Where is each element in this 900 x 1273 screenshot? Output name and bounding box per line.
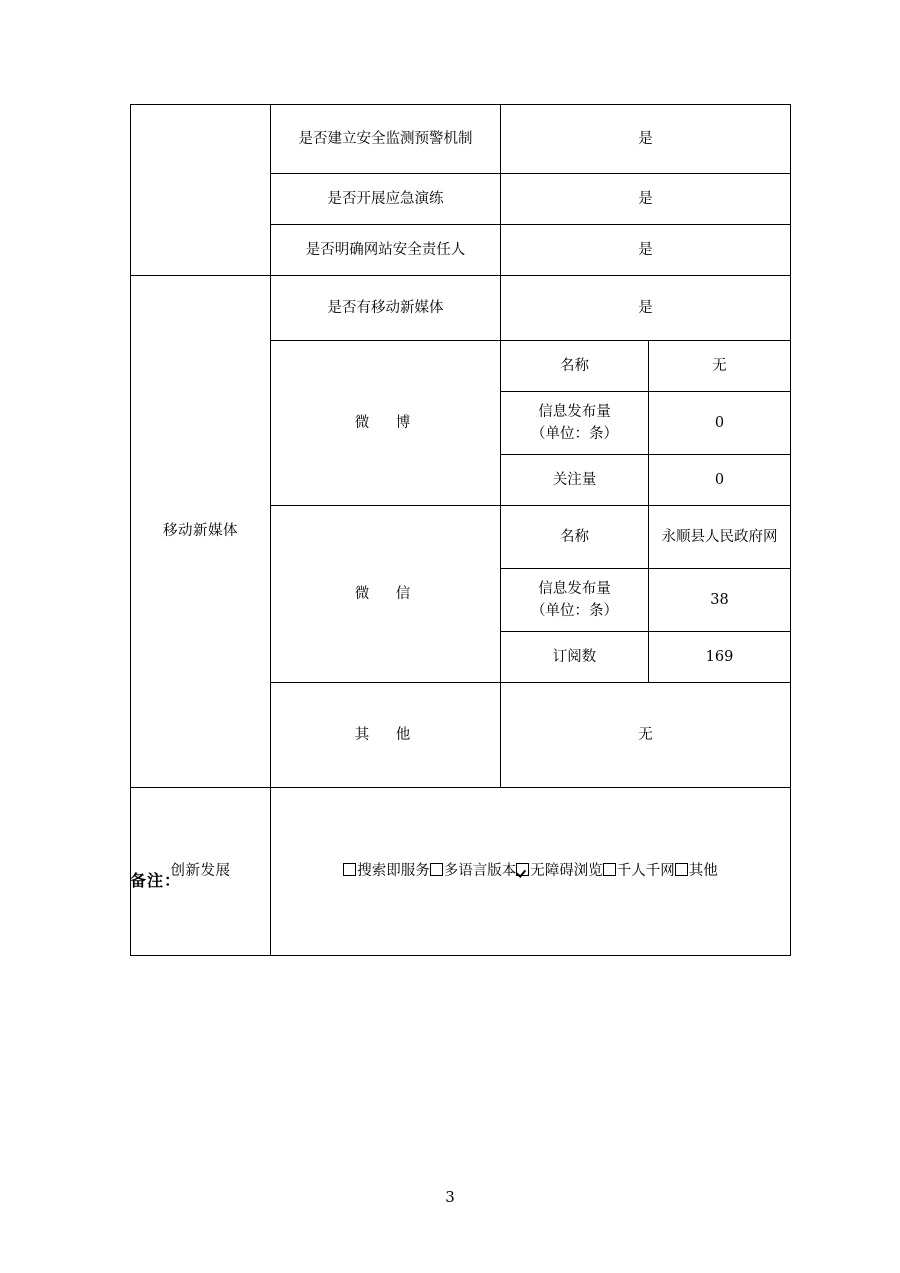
checkbox-icon[interactable] [603, 863, 616, 876]
weibo-label: 微 博 [271, 341, 501, 506]
security-row-value: 是 [501, 225, 791, 276]
mobile-media-section-label: 移动新媒体 [131, 276, 271, 788]
innovation-options-line [275, 860, 786, 882]
wechat-subscribers-value: 169 [649, 632, 791, 683]
wechat-subscribers-label: 订阅数 [501, 632, 649, 683]
security-row-label: 是否建立安全监测预警机制 [271, 105, 501, 174]
innovation-options-cell [271, 788, 791, 956]
checkbox-icon[interactable] [430, 863, 443, 876]
weibo-followers-value: 0 [649, 455, 791, 506]
weibo-name-value: 无 [649, 341, 791, 392]
has-mobile-media-label: 是否有移动新媒体 [271, 276, 501, 341]
other-media-label: 其 他 [271, 683, 501, 788]
security-row-label: 是否开展应急演练 [271, 174, 501, 225]
wechat-name-label: 名称 [501, 506, 649, 569]
innovation-option-label: 千人千网 [616, 863, 675, 880]
innovation-section-label: 创新发展 [131, 788, 271, 956]
innovation-option[interactable] [516, 863, 603, 879]
innovation-option[interactable] [675, 863, 718, 879]
notes-label: 备注： [130, 871, 182, 890]
checkbox-checked-icon[interactable] [516, 863, 529, 876]
table-row [131, 276, 791, 341]
page-number: 3 [445, 1188, 455, 1206]
innovation-option-label: 其他 [688, 863, 718, 880]
checkbox-icon[interactable] [675, 863, 688, 876]
innovation-option-label: 无障碍浏览 [530, 863, 603, 880]
innovation-option[interactable] [603, 863, 675, 879]
label-line-1: 信息发布量 [538, 403, 611, 420]
label-line-1: 信息发布量 [538, 580, 611, 597]
innovation-option[interactable] [430, 863, 517, 879]
table-row [131, 105, 791, 174]
report-table [130, 104, 791, 956]
checkbox-icon[interactable] [343, 863, 356, 876]
innovation-option[interactable] [343, 863, 430, 879]
wechat-publish-count-value: 38 [649, 569, 791, 632]
weibo-followers-label: 关注量 [501, 455, 649, 506]
security-row-value: 是 [501, 105, 791, 174]
security-row-label: 是否明确网站安全责任人 [271, 225, 501, 276]
security-row-value: 是 [501, 174, 791, 225]
label-line-2: （单位：条） [531, 426, 618, 442]
security-section-label-cell [131, 105, 271, 276]
table-row [131, 788, 791, 956]
weibo-publish-count-label [501, 392, 649, 455]
has-mobile-media-value: 是 [501, 276, 791, 341]
label-line-2: （单位：条） [531, 603, 618, 619]
wechat-publish-count-label [501, 569, 649, 632]
weibo-name-label: 名称 [501, 341, 649, 392]
innovation-option-label: 多语言版本 [443, 863, 517, 880]
weibo-publish-count-value: 0 [649, 392, 791, 455]
wechat-name-value: 永顺县人民政府网 [649, 506, 791, 569]
wechat-label: 微 信 [271, 506, 501, 683]
other-media-value: 无 [501, 683, 791, 788]
innovation-option-label: 搜索即服务 [357, 863, 430, 880]
